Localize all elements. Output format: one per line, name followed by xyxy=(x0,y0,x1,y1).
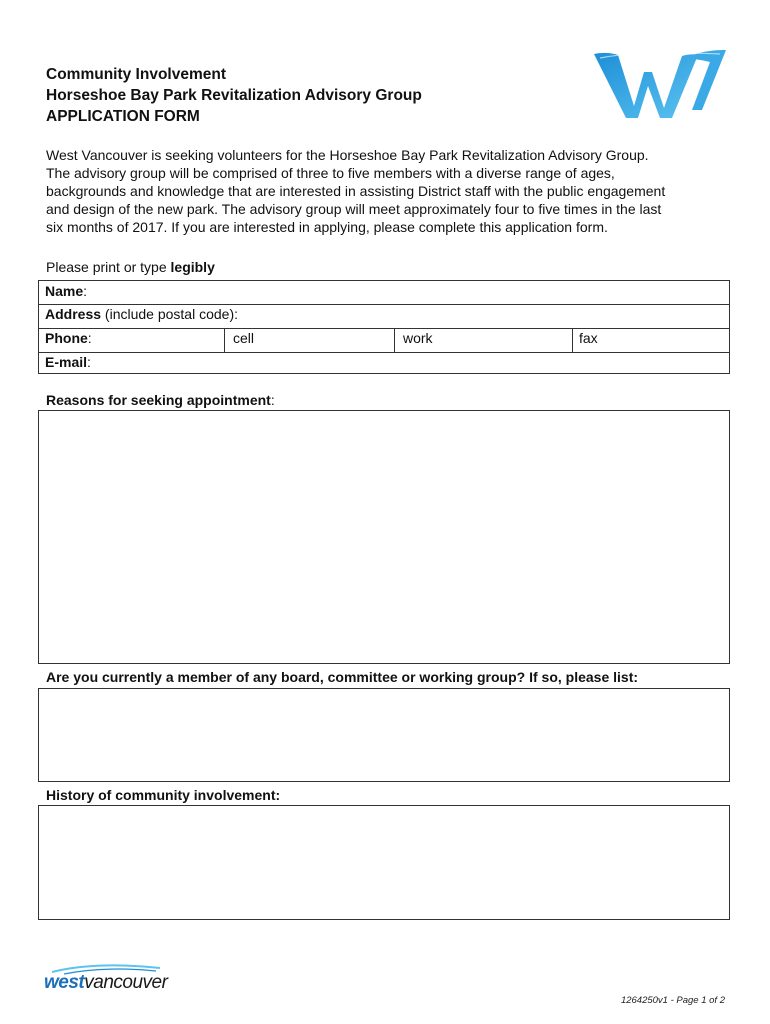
intro-line: six months of 2017. If you are interested in applying, please complete this application form. xyxy=(46,219,608,235)
address-field[interactable] xyxy=(39,304,729,329)
cell-phone-field[interactable] xyxy=(224,328,394,352)
contact-info-table xyxy=(38,280,730,374)
phone-row xyxy=(39,328,729,353)
member-heading: Are you currently a member of any board, committee or working group? If so, please list: xyxy=(46,669,639,685)
history-heading: History of community involvement: xyxy=(46,787,281,803)
title-line-1: Community Involvement xyxy=(46,66,226,83)
history-textarea[interactable] xyxy=(38,805,730,920)
reasons-textarea[interactable] xyxy=(38,410,730,664)
email-field[interactable]: E-mail: xyxy=(45,354,91,370)
title-line-3: APPLICATION FORM xyxy=(46,108,200,125)
wordmark-vancouver: vancouver xyxy=(84,972,168,993)
title-line-2: Horseshoe Bay Park Revitalization Advisory Group xyxy=(46,87,422,104)
west-vancouver-w-logo-icon xyxy=(590,46,730,122)
work-phone-field[interactable] xyxy=(394,328,572,352)
cell-label: cell xyxy=(233,330,255,346)
address-hint: (include postal code): xyxy=(101,306,238,322)
wordmark-west: west xyxy=(44,972,85,993)
name-label: Name xyxy=(45,283,84,299)
intro-paragraph xyxy=(46,146,736,236)
intro-line: and design of the new park. The advisory group will meet approximately four to five times in the last xyxy=(46,201,662,217)
intro-line: West Vancouver is seeking volunteers for the Horseshoe Bay Park Revitalization Advisory Group. xyxy=(46,147,649,163)
document-id: 1264250v1 - Page 1 of 2 xyxy=(620,995,725,1006)
fax-field[interactable] xyxy=(572,328,729,352)
print-instruction-text: Please print or type xyxy=(46,259,171,275)
member-textarea[interactable] xyxy=(38,688,730,782)
intro-line: The advisory group will be comprised of three to five members with a diverse range of ages, xyxy=(46,165,615,181)
fax-label: fax xyxy=(579,330,598,346)
phone-field[interactable]: Phone: xyxy=(45,330,92,346)
email-label: E-mail xyxy=(45,354,88,370)
form-title xyxy=(46,64,422,127)
print-instruction xyxy=(46,259,215,275)
work-label: work xyxy=(403,330,433,346)
address-label: Address xyxy=(45,306,102,322)
intro-line: backgrounds and knowledge that are interested in assisting District staff with the public engagement xyxy=(46,183,666,199)
phone-label: Phone xyxy=(45,330,88,346)
name-field[interactable]: Name: xyxy=(39,281,729,305)
reasons-heading: Reasons for seeking appointment: xyxy=(46,392,275,408)
print-instruction-emphasis: legibly xyxy=(170,259,215,275)
west-vancouver-wordmark xyxy=(44,962,194,996)
